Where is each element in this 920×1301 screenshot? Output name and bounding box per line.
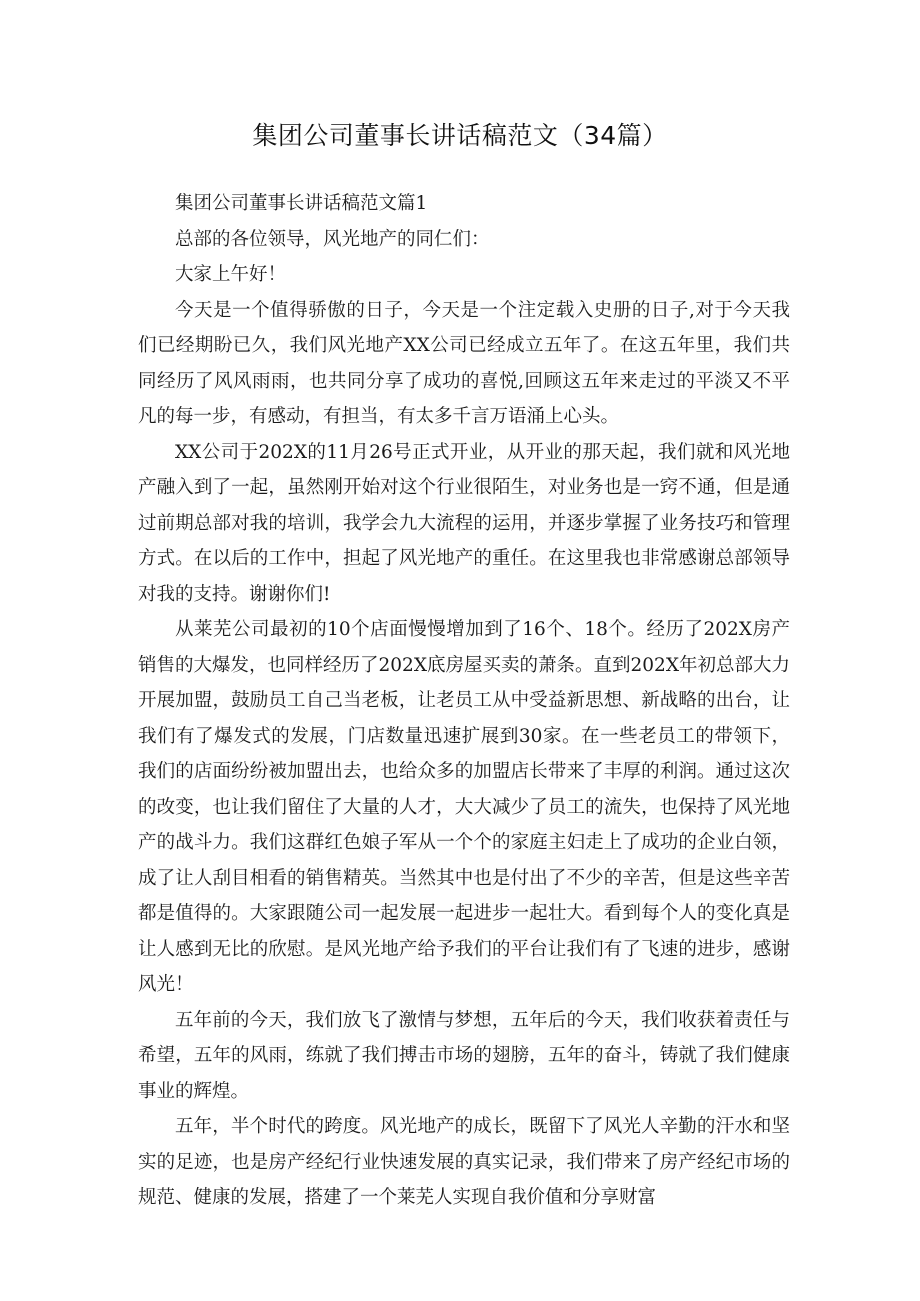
body-paragraph: 今天是一个值得骄傲的日子，今天是一个注定载入史册的日子,对于今天我们已经期盼已久，我们风光地产XX公司已经成立五年了。在这五年里，我们共同经历了风风雨雨，也共同分享了成功的喜悦,回顾这五年来走过的平淡又不平凡的每一步，有感动，有担当，有太多千言万语涌上心头。 <box>138 299 790 427</box>
document-body <box>138 186 790 1216</box>
body-paragraph: 五年，半个时代的跨度。风光地产的成长，既留下了风光人辛勤的汗水和坚实的足迹，也是房产经纪行业快速发展的真实记录，我们带来了房产经纪市场的规范、健康的发展，搭建了一个莱芜人实现自我价值和分享财富 <box>138 1116 790 1208</box>
body-paragraph: 从莱芜公司最初的10个店面慢慢增加到了16个、18个。经历了202X房产销售的大爆发，也同样经历了202X底房屋买卖的萧条。直到202X年初总部大力开展加盟，鼓励员工自己当老板，让老员工从中受益新思想、新战略的出台，让我们有了爆发式的发展，门店数量迅速扩展到30家。在一些老员工的带领下，我们的店面纷纷被加盟出去，也给众多的加盟店长带来了丰厚的利润。通过这次的改变，也让我们留住了大量的人才，大大减少了员工的流失，也保持了风光地产的战斗力。我们这群红色娘子军从一个个的家庭主妇走上了成功的企业白领，成了让人刮目相看的销售精英。当然其中也是付出了不少的辛苦，但是这些辛苦都是值得的。大家跟随公司一起发展一起进步一起壮大。看到每个人的变化真是让人感到无比的欣慰。是风光地产给予我们的平台让我们有了飞速的进步，感谢风光！ <box>138 619 790 995</box>
body-paragraph: 五年前的今天，我们放飞了激情与梦想，五年后的今天，我们收获着责任与希望，五年的风雨，练就了我们搏击市场的翅膀，五年的奋斗，铸就了我们健康事业的辉煌。 <box>138 1009 790 1102</box>
greeting: 大家上午好！ <box>175 264 287 285</box>
section-heading: 集团公司董事长讲话稿范文篇1 <box>175 193 428 214</box>
body-paragraph: XX公司于202X的11月26号正式开业，从开业的那天起，我们就和风光地产融入到了一起，虽然刚开始对这个行业很陌生，对业务也是一窍不通，但是通过前期总部对我的培训，我学会九大流程的运用，并逐步掌握了业务技巧和管理方式。在以后的工作中，担起了风光地产的重任。在这里我也非常感谢总部领导对我的支持。谢谢你们! <box>138 441 790 605</box>
document-title: 集团公司董事长讲话稿范文（34篇） <box>252 121 668 150</box>
salutation: 总部的各位领导，风光地产的同仁们： <box>175 228 490 250</box>
